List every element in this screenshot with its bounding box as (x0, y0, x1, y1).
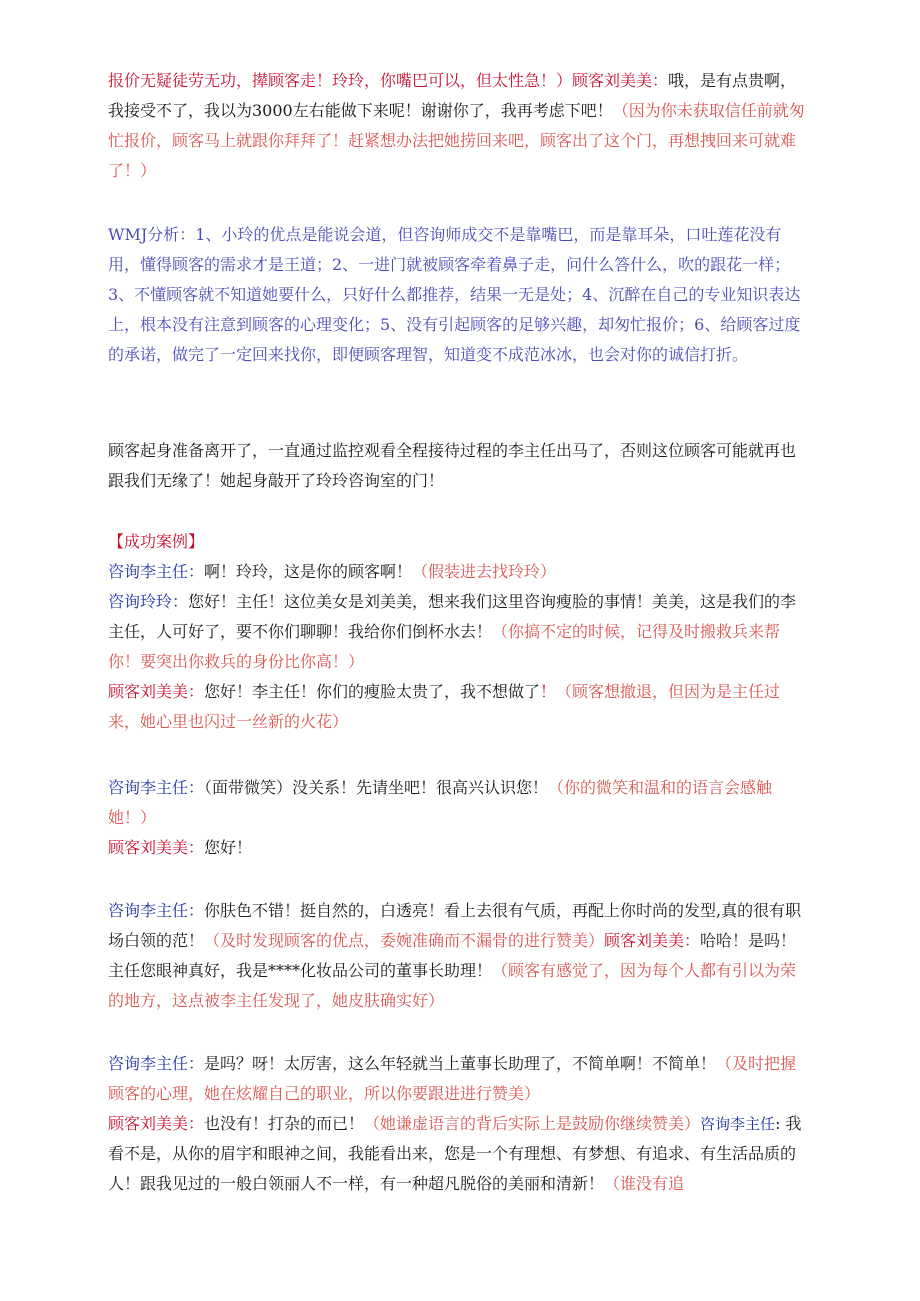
dialog-text: （面带微笑）没关系！先请坐吧！很高兴认识您！ (204, 778, 549, 797)
dialog-text: 您好！主任！这位美女是刘美美，想来我们这里咨询瘦脸的事情！美美，这是我们的李主任，人可好了，要不你们聊聊！我给你们倒杯水去！ (108, 592, 797, 641)
speaker-label: 咨询玲玲： (108, 592, 189, 611)
speaker-label: 咨询李主任： (108, 562, 205, 581)
speaker-label: 顾客刘美美： (604, 931, 701, 950)
dialog-text: 哈哈！是吗！主任您眼神真好，我是****化妆品公司的董事长助理！ (108, 931, 797, 980)
speaker-label: 咨询李主任 (700, 1115, 776, 1133)
dialog-text: 是吗？呀！太厉害，这么年轻就当上董事长助理了，不简单啊！不简单！ (204, 1054, 717, 1073)
dialog-text: 你肤色不错！挺自然的，白透亮！看上去很有气质，再配上你时尚的发型,真的很有职场白领的范！ (108, 901, 802, 950)
note-text: （顾客有感觉了，因为每个人都有引以为荣的地方，这点被李主任发现了，她皮肤确实好） (108, 961, 797, 1010)
note-text: （你的微笑和温和的语言会感触她！） (108, 778, 773, 827)
speaker-label: 顾客刘美美： (108, 1114, 205, 1133)
dialog-block-2 (108, 773, 808, 863)
speaker-label: 顾客刘美美： (572, 71, 669, 90)
note-text: （假装进去找玲玲） (412, 562, 557, 581)
dialog-text: 哦，是有点贵啊，我接受不了，我以为3000左右能做下来呢！谢谢你了，我再考虑下吧！ (108, 71, 797, 120)
note-text: （谁没有追 (604, 1174, 685, 1193)
dialog-text: 也没有！打杂的而已！ (204, 1114, 365, 1133)
note-text: （你搞不定的时候，记得及时搬救兵来帮你！要突出你救兵的身份比你高！） (108, 622, 781, 671)
dialog-block-3 (108, 896, 808, 1016)
paragraph-1 (108, 66, 808, 186)
dialog-text: 您好！ (204, 838, 253, 857)
dialog-text: 啊！玲玲，这是你的顾客啊！ (204, 562, 413, 581)
exclamation-mark: ！ (540, 682, 557, 701)
narrative-paragraph: 顾客起身准备离开了，一直通过监控观看全程接待过程的李主任出马了，否则这位顾客可能就再也跟我们无缘了！她起身敲开了玲玲咨询室的门！ (108, 441, 797, 490)
dialog-text: : 我看不是，从你的眉宇和眼神之间，我能看出来，您是一个有理想、有梦想、有追求、有生活品质的人！跟我见过的一般白领丽人不一样，有一种超凡脱俗的美丽和清新！ (108, 1114, 802, 1193)
success-case-block (108, 527, 808, 737)
dialog-block-4 (108, 1049, 808, 1199)
note-text: （她谦虚语言的背后实际上是鼓励你继续赞美） (364, 1114, 701, 1133)
speaker-label: 顾客刘美美： (108, 838, 205, 857)
note-text: （因为你未获取信任前就匆忙报价，顾客马上就跟你拜拜了！赶紧想办法把她捞回来吧，顾客出了这个门，再想拽回来可就难了！） (108, 101, 805, 180)
speaker-label: 咨询李主任： (108, 778, 205, 797)
dialog-text: 您好！李主任！你们的瘦脸太贵了，我不想做了 (204, 682, 541, 701)
speaker-label: 咨询李主任： (108, 1054, 205, 1073)
note-text: 报价无疑徒劳无功，撵顾客走！玲玲，你嘴巴可以，但太性急！） (108, 71, 573, 90)
analysis-paragraph: WMJ分析：1、小玲的优点是能说会道，但咨询师成交不是靠嘴巴，而是靠耳朵，口吐莲花没有用，懂得顾客的需求才是王道；2、一进门就被顾客牵着鼻子走，问什么答什么，吹的跟花一样；3、不懂顾客就不知道她要什么，只好什么都推荐，结果一无是处；4、沉醉在自己的专业知识表达上，根本没有注意到顾客的心理变化；5、没有引起顾客的足够兴趣，却匆忙报价；6、给顾客过度的承诺，做完了一定回来找你，即便顾客理智，知道变不成范冰冰，也会对你的诚信打折。 (108, 225, 801, 364)
note-text: （及时把握顾客的心理，她在炫耀自己的职业，所以你要跟进进行赞美） (108, 1054, 797, 1103)
speaker-label: 顾客刘美美： (108, 682, 205, 701)
note-text: （顾客想撤退，但因为是主任过来，她心里也闪过一丝新的火花） (108, 682, 781, 731)
note-text: （及时发现顾客的优点，委婉准确而不漏骨的进行赞美） (204, 931, 605, 950)
speaker-label: 咨询李主任： (108, 901, 205, 920)
section-title: 【成功案例】 (108, 532, 205, 551)
